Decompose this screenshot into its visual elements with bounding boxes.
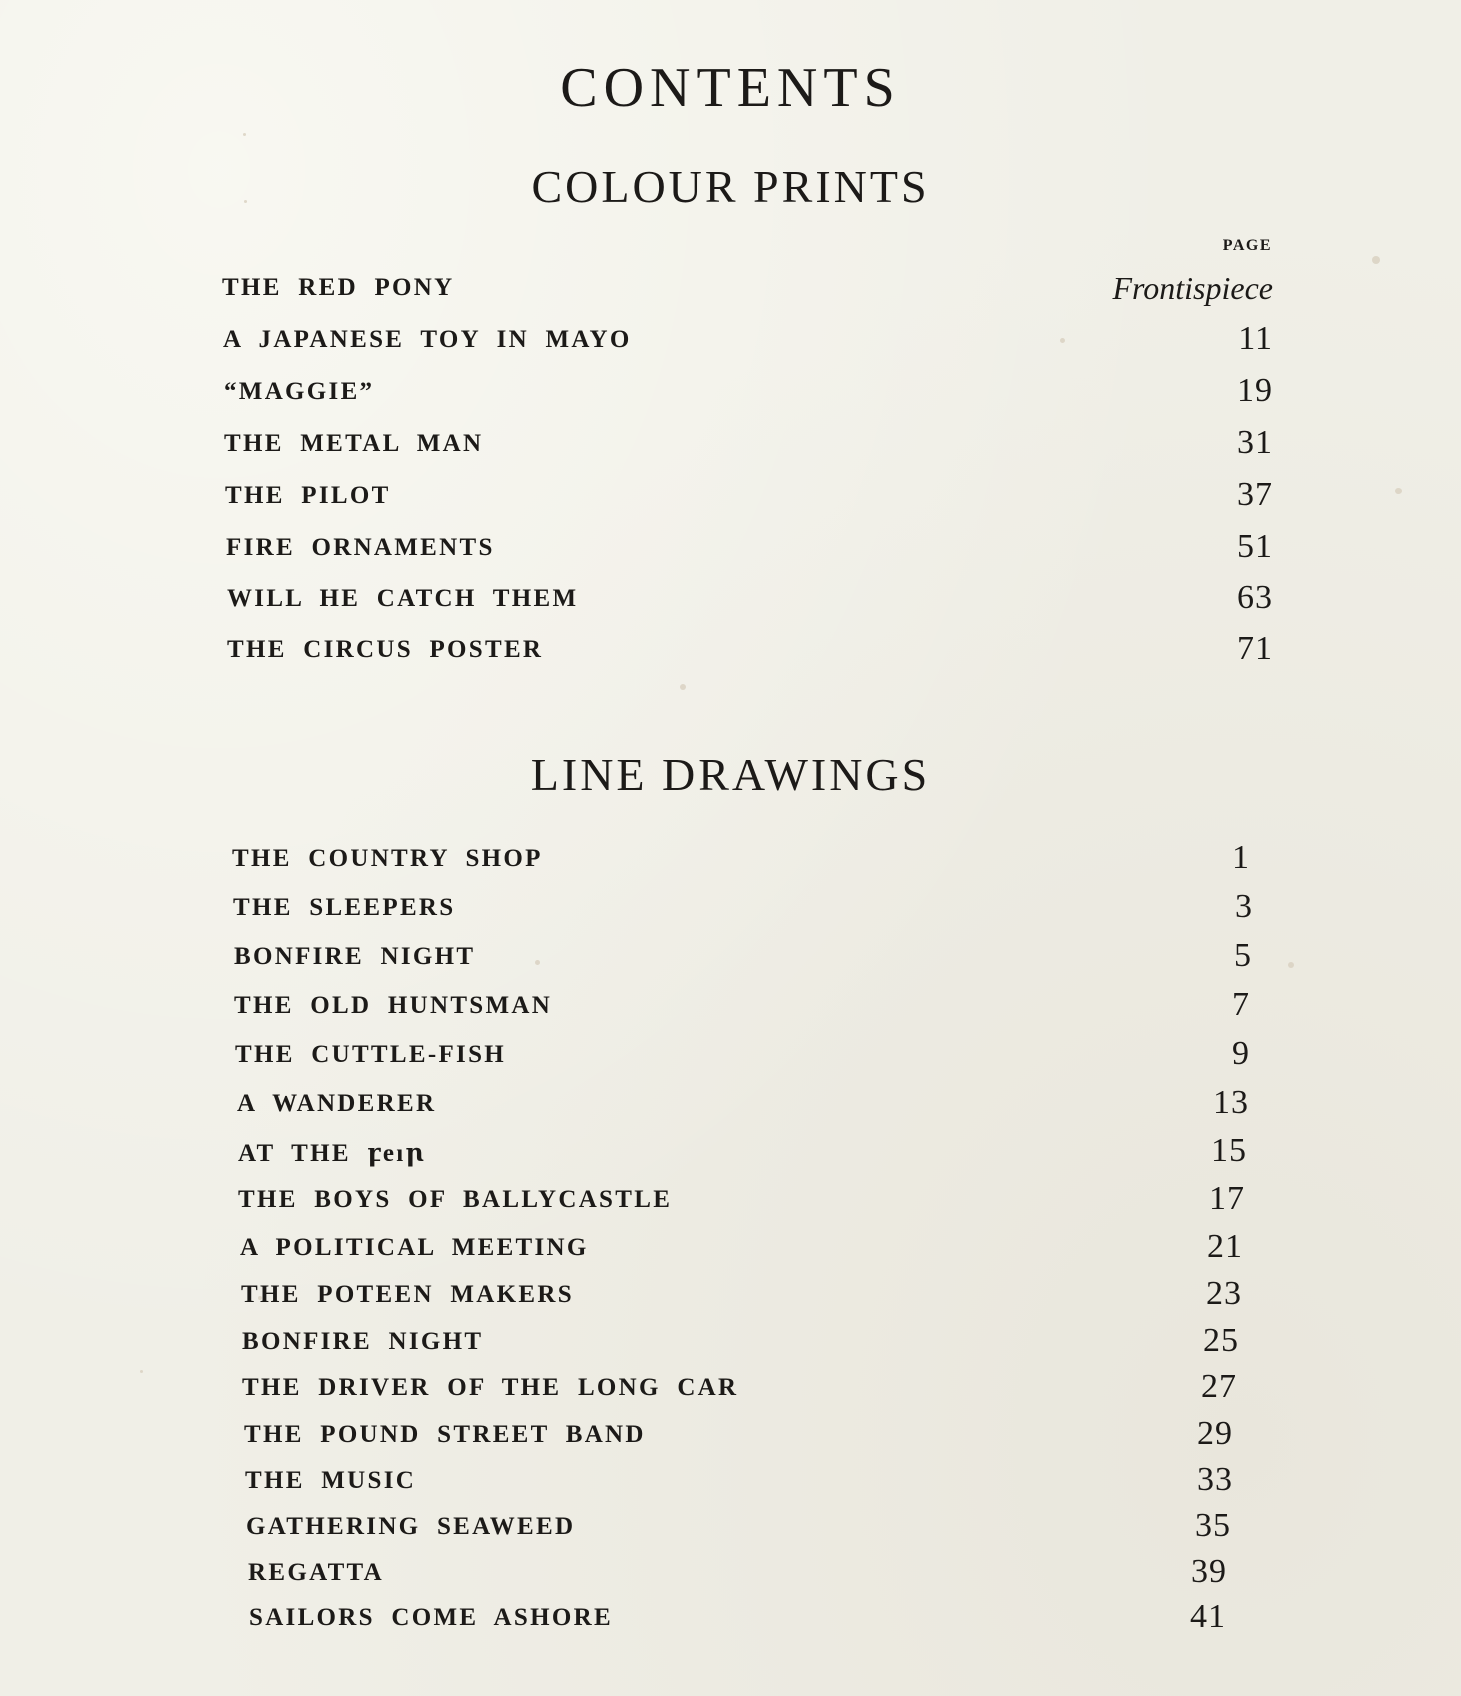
toc-entry-title: THE RED PONY xyxy=(222,274,455,301)
toc-entry-page: 29 xyxy=(1197,1415,1233,1452)
toc-entry-title: THE CIRCUS POSTER xyxy=(227,636,544,663)
toc-entry xyxy=(227,579,1273,625)
toc-entry-title: AT THE ꝼeıꞃ xyxy=(238,1140,426,1167)
toc-entry-title: THE OLD HUNTSMAN xyxy=(234,992,553,1019)
toc-entry-page: 41 xyxy=(1190,1598,1226,1635)
toc-entry-page: 37 xyxy=(1237,476,1273,513)
toc-entry-page: Frontispiece xyxy=(1112,270,1273,306)
toc-entry-page: 21 xyxy=(1207,1228,1243,1265)
paper-speck xyxy=(1288,962,1294,968)
toc-entry xyxy=(242,1322,1239,1368)
paper-speck xyxy=(680,684,686,690)
toc-entry xyxy=(238,1180,1245,1226)
toc-entry-title: A JAPANESE TOY IN MAYO xyxy=(223,326,632,353)
toc-entry-title: FIRE ORNAMENTS xyxy=(226,534,495,561)
contents-heading: CONTENTS xyxy=(560,57,901,119)
toc-entry-title: THE MUSIC xyxy=(245,1467,417,1494)
toc-entry-page: 51 xyxy=(1237,528,1273,565)
toc-entry-page: 1 xyxy=(1232,839,1250,876)
toc-entry-title: THE POTEEN MAKERS xyxy=(241,1281,574,1308)
toc-entry-page: 35 xyxy=(1195,1507,1231,1544)
toc-entry xyxy=(223,320,1273,366)
toc-entry-title: THE POUND STREET BAND xyxy=(244,1421,646,1448)
toc-entry-title: THE PILOT xyxy=(225,482,391,509)
toc-entry xyxy=(240,1228,1243,1274)
toc-entry-title: BONFIRE NIGHT xyxy=(234,943,476,970)
toc-entry xyxy=(227,630,1273,676)
toc-entry-page: 27 xyxy=(1201,1368,1237,1405)
toc-entry-title: GATHERING SEAWEED xyxy=(246,1513,576,1540)
toc-entry-title: THE BOYS OF BALLYCASTLE xyxy=(238,1186,673,1213)
toc-entry-page: 23 xyxy=(1206,1275,1242,1312)
toc-entry-page: 11 xyxy=(1238,320,1273,357)
toc-entry xyxy=(249,1598,1226,1644)
toc-entry-title: THE COUNTRY SHOP xyxy=(232,845,543,872)
toc-entry xyxy=(232,839,1250,885)
toc-entry-page: 25 xyxy=(1203,1322,1239,1359)
toc-entry xyxy=(233,888,1253,934)
toc-entry xyxy=(225,476,1273,522)
toc-entry xyxy=(238,1132,1247,1178)
toc-entry-title: THE METAL MAN xyxy=(224,430,484,457)
toc-entry-page: 15 xyxy=(1211,1132,1247,1169)
toc-entry-title: SAILORS COME ASHORE xyxy=(249,1604,613,1631)
paper-speck xyxy=(243,133,246,136)
toc-entry-page: 63 xyxy=(1237,579,1273,616)
toc-entry-page: 31 xyxy=(1237,424,1273,461)
toc-entry-title: REGATTA xyxy=(248,1559,385,1586)
toc-entry xyxy=(235,1035,1250,1081)
toc-entry xyxy=(237,1084,1249,1130)
toc-entry-page: 19 xyxy=(1237,372,1273,409)
toc-entry-page: 3 xyxy=(1235,888,1253,925)
toc-entry xyxy=(224,372,1273,418)
toc-entry-title: THE DRIVER OF THE LONG CAR xyxy=(242,1374,739,1401)
paper-speck xyxy=(140,1370,143,1373)
toc-entry-title: A WANDERER xyxy=(237,1090,437,1117)
toc-entry-title: A POLITICAL MEETING xyxy=(240,1234,589,1261)
page-column-label: PAGE xyxy=(1222,237,1272,254)
line-drawings-heading: LINE DRAWINGS xyxy=(530,749,931,800)
colour-prints-heading: COLOUR PRINTS xyxy=(531,161,930,212)
toc-entry xyxy=(244,1415,1233,1461)
toc-entry xyxy=(241,1275,1242,1321)
toc-entry xyxy=(245,1461,1233,1507)
toc-entry xyxy=(222,270,1273,314)
paper-speck xyxy=(1372,256,1380,264)
toc-entry-page: 33 xyxy=(1197,1461,1233,1498)
toc-entry-page: 13 xyxy=(1213,1084,1249,1121)
toc-entry xyxy=(234,937,1252,983)
toc-entry-page: 9 xyxy=(1232,1035,1250,1072)
toc-entry-title: WILL HE CATCH THEM xyxy=(227,585,579,612)
toc-entry xyxy=(224,424,1273,470)
toc-entry-title: THE CUTTLE-FISH xyxy=(235,1041,507,1068)
toc-entry xyxy=(242,1368,1237,1414)
toc-entry xyxy=(234,986,1250,1032)
toc-entry xyxy=(226,528,1273,574)
toc-entry xyxy=(246,1507,1231,1553)
toc-entry-page: 5 xyxy=(1234,937,1252,974)
toc-entry-title: “MAGGIE” xyxy=(224,378,375,405)
toc-entry-page: 7 xyxy=(1232,986,1250,1023)
toc-entry xyxy=(248,1553,1227,1599)
toc-entry-title: THE SLEEPERS xyxy=(233,894,456,921)
toc-entry-page: 39 xyxy=(1191,1553,1227,1590)
paper-speck xyxy=(1395,488,1402,494)
toc-entry-title: BONFIRE NIGHT xyxy=(242,1328,484,1355)
toc-entry-page: 17 xyxy=(1209,1180,1245,1217)
toc-entry-page: 71 xyxy=(1237,630,1273,667)
